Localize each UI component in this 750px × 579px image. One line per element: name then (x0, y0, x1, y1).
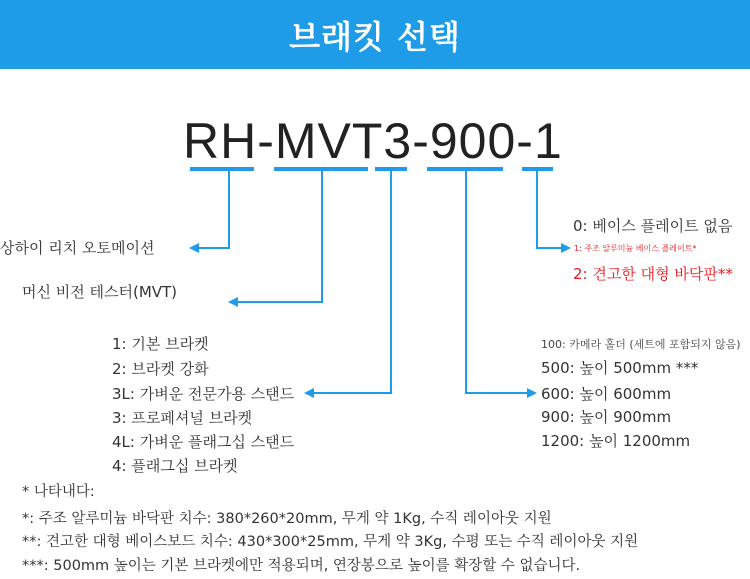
note-500mm: ***: 500mm 높이는 기본 브라켓에만 적용되며, 연장봉으로 높이를 확장할 수 없습니다. (22, 558, 581, 574)
height-option-500: 500: 높이 500mm *** (541, 359, 699, 377)
manufacturer-label: 상하이 리치 오토메이션 (0, 239, 155, 257)
arrow-bracket (306, 169, 391, 393)
model-code: RH-MVT3-900-1 (183, 113, 563, 169)
height-option-600: 600: 높이 600mm (541, 385, 672, 403)
bracket-option-4l: 4L: 가벼운 플래그십 스탠드 (112, 433, 295, 451)
base-option-2: 2: 견고한 대형 바닥판** (573, 265, 733, 283)
note-aluminum-base: *: 주조 알루미늄 바닥판 치수: 380*260*20mm, 무게 약 1Kg, 수직 레이아웃 지원 (22, 511, 552, 527)
arrow-product (230, 169, 322, 302)
bracket-option-1: 1: 기본 브라켓 (112, 335, 209, 353)
arrow-manufacturer (191, 169, 229, 248)
bracket-option-4: 4: 플래그십 브라켓 (112, 457, 238, 475)
base-option-1: 1: 주조 알루미늄 베이스 플레이트* (574, 244, 697, 253)
page-title: 브래킷 선택 (289, 17, 461, 56)
height-option-1200: 1200: 높이 1200mm (541, 432, 691, 450)
height-option-900: 900: 높이 900mm (541, 408, 672, 426)
arrow-height (466, 169, 535, 393)
bracket-option-2: 2: 브라켓 강화 (112, 360, 209, 378)
bracket-option-3: 3: 프로페셔널 브라켓 (112, 409, 253, 427)
base-option-0: 0: 베이스 플레이트 없음 (573, 217, 733, 235)
height-option-camera-holder: 100: 카메라 홀더 (세트에 포함되지 않음) (541, 338, 741, 351)
note-large-base: **: 견고한 대형 베이스보드 치수: 430*300*25mm, 무게 약 3Kg, 수평 또는 수직 레이아웃 지원 (22, 534, 639, 550)
notes-heading: * 나타내다: (22, 484, 95, 500)
arrow-base (537, 169, 569, 248)
bracket-option-3l: 3L: 가벼운 전문가용 스탠드 (112, 385, 295, 403)
product-label: 머신 비전 테스터(MVT) (22, 283, 178, 301)
